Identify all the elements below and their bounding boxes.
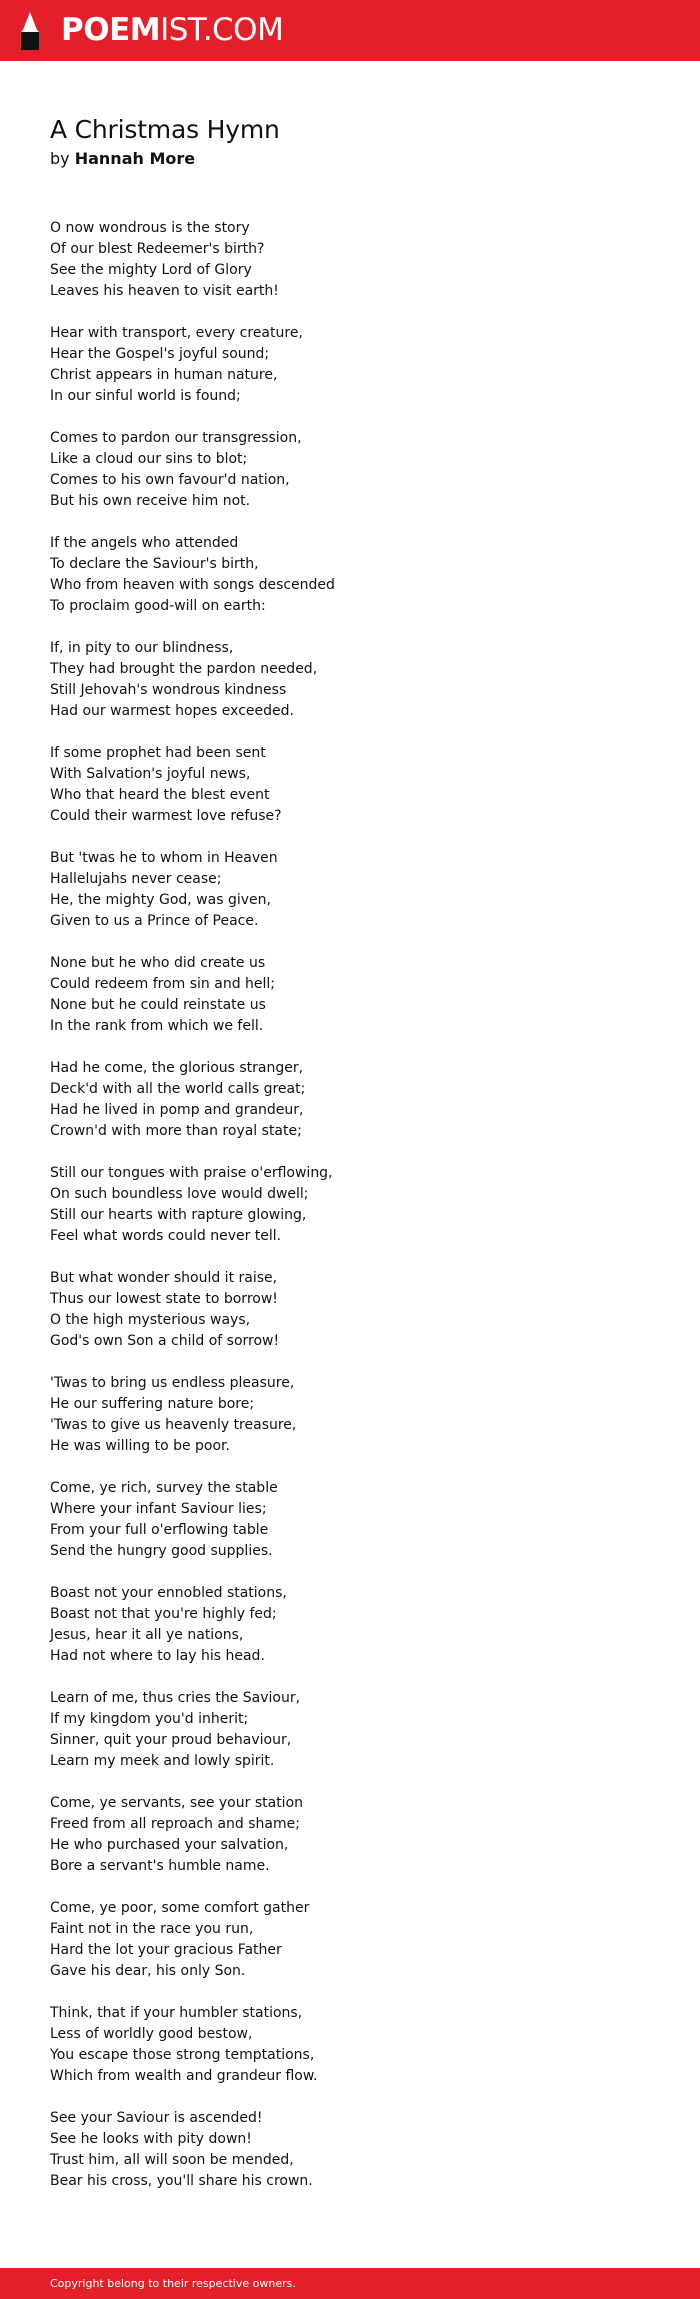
stanza xyxy=(50,848,650,932)
poem-line: Could redeem from sin and hell; xyxy=(50,976,276,992)
brand-bold: POEM xyxy=(61,12,161,48)
stanza xyxy=(50,2108,650,2192)
poem-line: Which from wealth and grandeur flow. xyxy=(50,2068,318,2084)
poem-line: Still our hearts with rapture glowing, xyxy=(50,1207,307,1223)
poem-line: Leaves his heaven to visit earth! xyxy=(50,283,279,299)
poem-line: If my kingdom you'd inherit; xyxy=(50,1711,249,1727)
poem-line: Of our blest Redeemer's birth? xyxy=(50,241,265,257)
stanza xyxy=(50,1373,650,1457)
stanza xyxy=(50,1793,650,1877)
poem-line: Think, that if your humbler stations, xyxy=(50,2005,303,2021)
poem-line: Boast not your ennobled stations, xyxy=(50,1585,287,1601)
stanza xyxy=(50,953,650,1037)
poem-line: In the rank from which we fell. xyxy=(50,1018,264,1034)
poem-line: Faint not in the race you run, xyxy=(50,1921,254,1937)
poem-line: But his own receive him not. xyxy=(50,493,251,509)
site-logo[interactable] xyxy=(61,10,283,50)
poem-line: To declare the Saviour's birth, xyxy=(50,556,259,572)
stanza xyxy=(50,1058,650,1142)
poem-line: But 'twas he to whom in Heaven xyxy=(50,850,278,866)
poem-line: If the angels who attended xyxy=(50,535,239,551)
stanza xyxy=(50,428,650,512)
pencil-icon[interactable] xyxy=(18,12,42,50)
stanza xyxy=(50,2003,650,2087)
poem-line: Who from heaven with songs descended xyxy=(50,577,335,593)
poem-line: Thus our lowest state to borrow! xyxy=(50,1291,278,1307)
stanza xyxy=(50,1478,650,1562)
poem-line: Had he come, the glorious stranger, xyxy=(50,1060,304,1076)
poem-line: Come, ye servants, see your station xyxy=(50,1795,304,1811)
poem-line: Comes to his own favour'd nation, xyxy=(50,472,290,488)
poem-title: A Christmas Hymn xyxy=(50,115,280,144)
poem-line: Learn my meek and lowly spirit. xyxy=(50,1753,275,1769)
poem-line: Boast not that you're highly fed; xyxy=(50,1606,277,1622)
poem-line: Bore a servant's humble name. xyxy=(50,1858,270,1874)
poem-line: Deck'd with all the world calls great; xyxy=(50,1081,306,1097)
poem-line: Had not where to lay his head. xyxy=(50,1648,265,1664)
poem-line: Hear with transport, every creature, xyxy=(50,325,303,341)
poem-line: 'Twas to bring us endless pleasure, xyxy=(50,1375,295,1391)
poem-line: Who that heard the blest event xyxy=(50,787,270,803)
poem-line: With Salvation's joyful news, xyxy=(50,766,251,782)
author-name: Hannah More xyxy=(74,149,196,168)
stanza xyxy=(50,1898,650,1982)
poem-line: Like a cloud our sins to blot; xyxy=(50,451,248,467)
poem-line: None but he could reinstate us xyxy=(50,997,266,1013)
stanza xyxy=(50,533,650,617)
poem-line: Where your infant Saviour lies; xyxy=(50,1501,267,1517)
poem-line: Freed from all reproach and shame; xyxy=(50,1816,300,1832)
poem-line: See your Saviour is ascended! xyxy=(50,2110,263,2126)
poem-line: Bear his cross, you'll share his crown. xyxy=(50,2173,313,2189)
poem-line: Had our warmest hopes exceeded. xyxy=(50,703,294,719)
poem-line: Send the hungry good supplies. xyxy=(50,1543,273,1559)
poem-line: He our suffering nature bore; xyxy=(50,1396,255,1412)
byline xyxy=(50,148,650,170)
poem-line: If, in pity to our blindness, xyxy=(50,640,234,656)
site-footer xyxy=(0,2268,700,2299)
poem-line: Hear the Gospel's joyful sound; xyxy=(50,346,270,362)
poem-line: Had he lived in pomp and grandeur, xyxy=(50,1102,304,1118)
poem-line: Crown'd with more than royal state; xyxy=(50,1123,302,1139)
poem-line: If some prophet had been sent xyxy=(50,745,266,761)
stanza xyxy=(50,1583,650,1667)
poem-line: Less of worldly good bestow, xyxy=(50,2026,253,2042)
poem-line: Come, ye rich, survey the stable xyxy=(50,1480,278,1496)
copyright-text: Copyright belong to their respective owners. xyxy=(50,2277,296,2290)
poem-heading xyxy=(50,112,650,170)
site-header xyxy=(0,0,700,61)
poem-line: Trust him, all will soon be mended, xyxy=(50,2152,294,2168)
poem-line: He who purchased your salvation, xyxy=(50,1837,289,1853)
stanza xyxy=(50,323,650,407)
poem-line: He, the mighty God, was given, xyxy=(50,892,271,908)
stanza xyxy=(50,1163,650,1247)
poem-line: Come, ye poor, some comfort gather xyxy=(50,1900,310,1916)
stanza xyxy=(50,1688,650,1772)
poem-line: God's own Son a child of sorrow! xyxy=(50,1333,280,1349)
poem-line: O now wondrous is the story xyxy=(50,220,250,236)
poem-line: O the high mysterious ways, xyxy=(50,1312,251,1328)
poem-line: Christ appears in human nature, xyxy=(50,367,278,383)
stanza xyxy=(50,743,650,827)
poem-line: They had brought the pardon needed, xyxy=(50,661,318,677)
poem-line: Jesus, hear it all ye nations, xyxy=(50,1627,244,1643)
poem-line: Feel what words could never tell. xyxy=(50,1228,282,1244)
poem-line: 'Twas to give us heavenly treasure, xyxy=(50,1417,297,1433)
poem-line: On such boundless love would dwell; xyxy=(50,1186,309,1202)
poem-line: See he looks with pity down! xyxy=(50,2131,252,2147)
poem-line: Sinner, quit your proud behaviour, xyxy=(50,1732,292,1748)
poem-line: Hard the lot your gracious Father xyxy=(50,1942,282,1958)
brand-light: IST.COM xyxy=(160,12,284,48)
poem-line: Learn of me, thus cries the Saviour, xyxy=(50,1690,301,1706)
stanza xyxy=(50,218,650,302)
poem-line: You escape those strong temptations, xyxy=(50,2047,315,2063)
poem-line: Could their warmest love refuse? xyxy=(50,808,282,824)
stanza xyxy=(50,1268,650,1352)
poem-line: To proclaim good-will on earth: xyxy=(50,598,266,614)
poem-line: Hallelujahs never cease; xyxy=(50,871,222,887)
poem-line: Given to us a Prince of Peace. xyxy=(50,913,259,929)
poem-line: In our sinful world is found; xyxy=(50,388,241,404)
poem-line: From your full o'erflowing table xyxy=(50,1522,269,1538)
poem-line: He was willing to be poor. xyxy=(50,1438,230,1454)
poem-line: See the mighty Lord of Glory xyxy=(50,262,252,278)
poem-line: Still Jehovah's wondrous kindness xyxy=(50,682,287,698)
poem-line: But what wonder should it raise, xyxy=(50,1270,278,1286)
stanza xyxy=(50,638,650,722)
poem-line: Gave his dear, his only Son. xyxy=(50,1963,246,1979)
poem-body xyxy=(50,218,650,2213)
poem-line: None but he who did create us xyxy=(50,955,266,971)
poem-line: Comes to pardon our transgression, xyxy=(50,430,302,446)
by-label: by xyxy=(50,149,70,168)
poem-line: Still our tongues with praise o'erflowing, xyxy=(50,1165,333,1181)
